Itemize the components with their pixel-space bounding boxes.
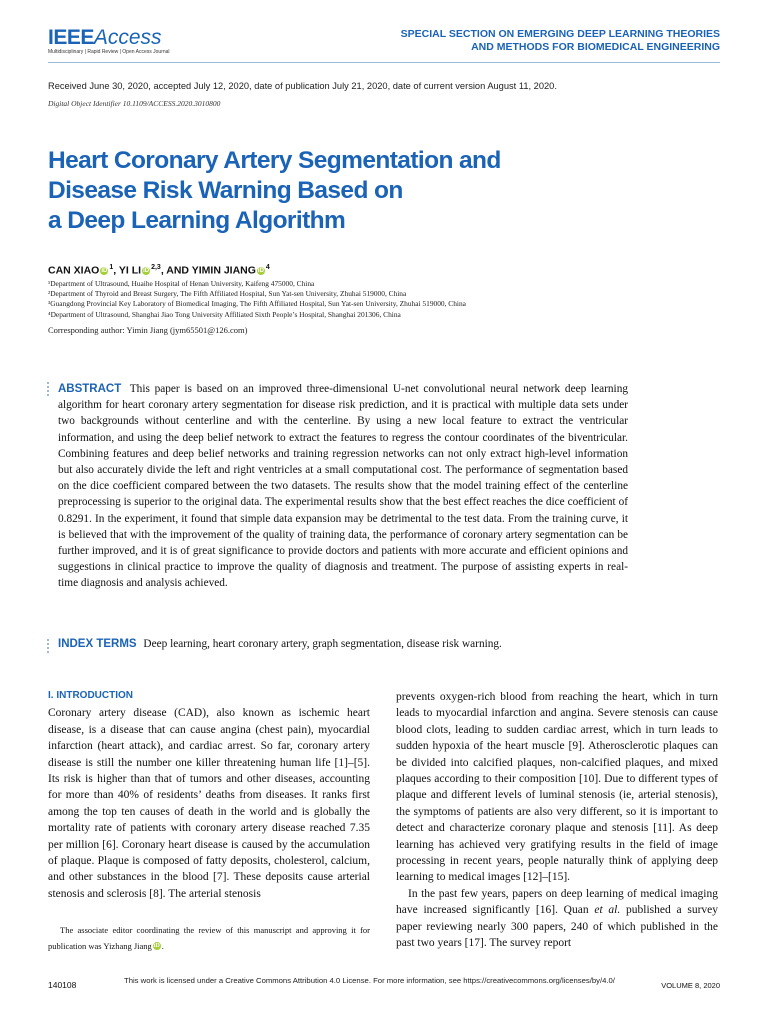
- index-terms-text: Deep learning, heart coronary artery, graph segmentation, disease risk warning.: [143, 638, 502, 650]
- page-number: 140108: [48, 980, 77, 990]
- doi[interactable]: Digital Object Identifier 10.1109/ACCESS.2020.3010800: [48, 99, 221, 108]
- author-affil-mark: 2,3: [151, 264, 161, 271]
- title-line: Heart Coronary Artery Segmentation and: [48, 147, 501, 174]
- paper-title: [48, 146, 648, 236]
- affiliation: ¹Department of Ultrasound, Huaihe Hospital of Henan University, Kaifeng 475000, China: [48, 279, 315, 288]
- paragraph-emphasis: et al.: [594, 904, 621, 917]
- affiliation: ⁴Department of Ultrasound, Shanghai Jiao Tong University Affiliated Sixth People’s Hospital, Shanghai 201306, China: [48, 309, 401, 319]
- index-terms-heading: INDEX TERMS: [58, 638, 137, 650]
- affiliation: ³Guangdong Provincial Key Laboratory of Biomedical Imaging, The Fifth Affiliated Hospital, Sun Yat-sen University, Zhuhai 519000, China: [48, 299, 466, 309]
- body-column-right: [396, 689, 718, 952]
- volume-label: VOLUME 8, 2020: [661, 981, 720, 990]
- paragraph: prevents oxygen-rich blood from reaching the heart, which in turn leads to myocardial infarction and angina. Severe stenosis can cause blood clots, leading to sudden cardiac arrest, which in turn leads to sudden hypoxia of the heart muscle [9]. Atherosclerotic plaques can be divided into calcified plaques, non-calcified plaques, and mixed plaques according to their composition [10]. Due to different types of plaque and different levels of luminal stenosis (ie, arterial stenosis), the symptoms of patients are also very different, so it is important to detect and characterize coronary plaque and stenosis [11]. As deep learning has achieved very gratifying results in the field of image processing in recent years, people naturally think of applying deep learning to medical images [12]–[15].: [396, 691, 718, 884]
- logo-tagline: Multidisciplinary | Rapid Review | Open Access Journal: [48, 49, 170, 55]
- logo-access: Access: [93, 26, 162, 49]
- title-line: a Deep Learning Algorithm: [48, 207, 346, 234]
- affiliation: ²Department of Thyroid and Breast Surgery, The Fifth Affiliated Hospital, Sun Yat-sen University, Zhuhai 519000, China: [48, 289, 407, 299]
- logo-ieee: IEEE: [48, 26, 94, 49]
- journal-logo: [48, 27, 170, 55]
- paragraph: [396, 886, 718, 952]
- special-section-line2: AND METHODS FOR BIOMEDICAL ENGINEERING: [471, 41, 720, 53]
- paragraph-text: In the past few years, papers on deep learning of medical imaging have increased significantly [16]. Quan: [396, 887, 718, 917]
- abstract-dots-icon: [47, 382, 50, 398]
- body-column-left: [48, 688, 370, 902]
- footnote-text: The associate editor coordinating the review of this manuscript and approving it for publication was Yizhang Jiang: [48, 925, 370, 951]
- paragraph-text: published a survey paper reviewing nearly 300 papers, 240 of which published in the past two years [17]. The survey report: [396, 904, 719, 950]
- author-list: [48, 264, 270, 277]
- author-name: , YI LI: [113, 264, 142, 277]
- affiliations: [48, 279, 466, 320]
- index-terms: [58, 638, 658, 650]
- editor-footnote: The associate editor coordinating the review of this manuscript and approving it for publication was Yizhang Jiang iD .: [48, 925, 370, 951]
- section-heading: I. INTRODUCTION: [48, 690, 133, 701]
- author-name: , AND YIMIN JIANG: [160, 264, 256, 277]
- orcid-icon[interactable]: iD: [257, 267, 264, 274]
- abstract-heading: ABSTRACT: [58, 383, 122, 395]
- author-affil-mark: 1: [109, 264, 114, 271]
- index-dots-icon: [47, 639, 50, 655]
- header-divider: [48, 62, 720, 63]
- author-name: CAN XIAO: [48, 264, 100, 277]
- license-notice[interactable]: This work is licensed under a Creative Commons Attribution 4.0 License. For more information, see https://creativecommons.org/licenses/by/4.0/: [124, 976, 615, 985]
- abstract-text: This paper is based on an improved three-dimensional U-net convolutional neural network deep learning algorithm for heart coronary artery segmentation for disease risk prediction, and it is practical with multiple data sets under two backgrounds without centerline and with the centerline. By using a new local feature to extract the ventricular information, and using the deep belief network to extract the features to regress the contour coordinates of the biventricular. Combining features and deep belief networks and training regression networks can not only extract high-level information but also accurately divide the left and right ventricles at a small computational cost. The performance of segmentation based on the dice coefficient compared between the two datasets. The results show that the model training effect of the centerline preprocessing is superior to the original data. The experimental results show that the best effect reaches the dice coefficient of 0.8291. In the experiment, it found that simple data expansion may be detrimental to the test data. From the training curve, it is believed that with the improvement of the quality of training data, the performance of coronary artery segmentation can be further improved, and it is of great significance to provide doctors and patients with more accurate and efficient opinions and suggestions in clinical practice to improve the quality of diagnosis and treatment. The purpose of assisting experts in real-time diagnosis and analysis achieved.: [58, 383, 628, 590]
- special-section-banner: [360, 28, 720, 54]
- title-line: Disease Risk Warning Based on: [48, 177, 403, 204]
- abstract: [58, 381, 628, 592]
- paragraph: Coronary artery disease (CAD), also known as ischemic heart disease, is a disease that can cause angina (chest pain), myocardial infarction (heart attack), and cardiac arrest. So far, coronary artery disease is still the number one killer threatening human life [1]–[5]. Its risk is higher than that of tumors and other diseases, accounting for more than 40% of residents’ deaths from diseases. It ranks first among the top ten causes of death in the world and is globally the mortality rate of patients with coronary artery disease reached 7.35 per million [6]. Coronary heart disease is caused by the accumulation of plaque. Plaque is composed of fatty deposits, cholesterol, calcium, and other substances in the blood [7]. These deposits cause arterial stenosis and sclerosis [8]. The arterial stenosis: [48, 707, 370, 900]
- orcid-icon[interactable]: iD: [143, 267, 150, 274]
- orcid-icon[interactable]: iD: [101, 267, 108, 274]
- received-dates: Received June 30, 2020, accepted July 12, 2020, date of publication July 21, 2020, date of current version August 11, 2020.: [48, 81, 557, 91]
- author-affil-mark: 4: [265, 264, 270, 271]
- orcid-icon[interactable]: iD: [153, 943, 160, 949]
- special-section-line1: SPECIAL SECTION ON EMERGING DEEP LEARNING THEORIES: [400, 28, 720, 40]
- corresponding-author: Corresponding author: Yimin Jiang (jym65501@126.com): [48, 325, 248, 335]
